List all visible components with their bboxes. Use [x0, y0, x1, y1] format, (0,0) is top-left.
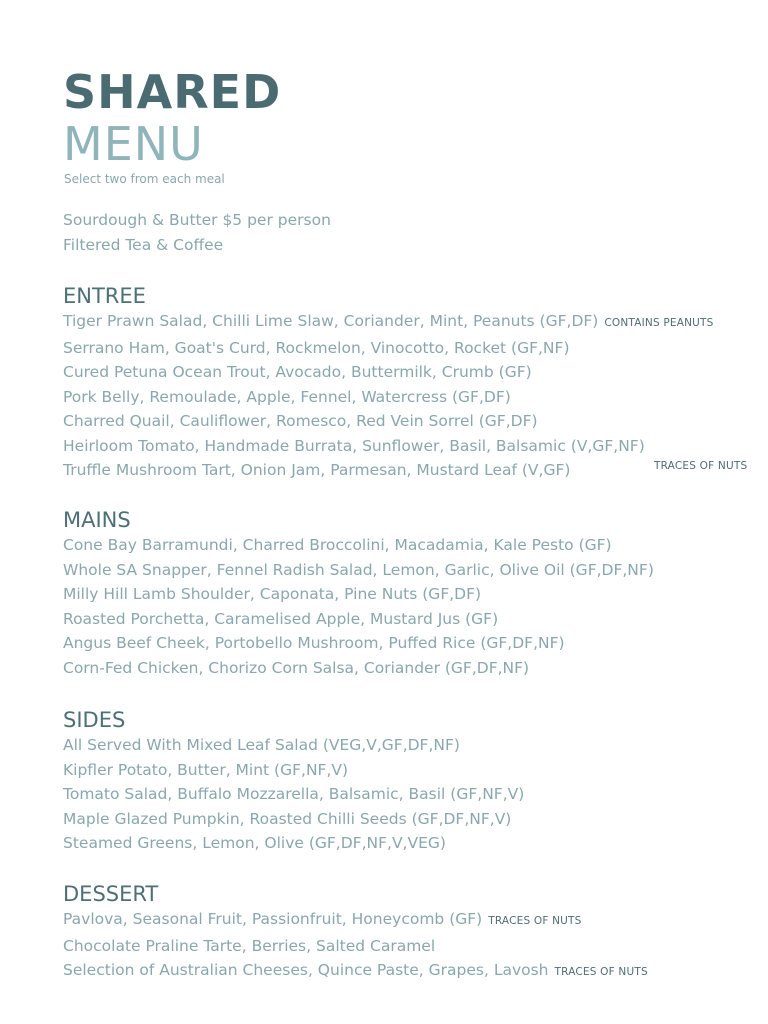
menu-item-text: Angus Beef Cheek, Portobello Mushroom, Puffed Rice (GF,DF,NF) — [63, 634, 565, 652]
menu-item-text: Corn-Fed Chicken, Chorizo Corn Salsa, Coriander (GF,DF,NF) — [63, 658, 530, 677]
menu-item-text: Kipfler Potato, Butter, Mint (GF,NF,V) — [63, 760, 349, 779]
menu-item — [63, 758, 524, 783]
section-heading: ENTREE — [63, 284, 146, 308]
menu-item — [63, 907, 648, 934]
menu-item-text: Steamed Greens, Lemon, Olive (GF,DF,NF,V,VEG) — [63, 834, 446, 852]
section-mains — [63, 507, 654, 680]
menu-list — [63, 733, 524, 856]
menu-item — [63, 807, 524, 832]
section-dessert — [63, 881, 648, 985]
menu-item — [63, 385, 714, 410]
menu-item — [63, 782, 524, 807]
menu-item-text: Tomato Salad, Buffalo Mozzarella, Balsamic, Basil (GF,NF,V) — [63, 785, 525, 803]
menu-item-text: Truffle Mushroom Tart, Onion Jam, Parmesan, Mustard Leaf (V,GF) — [63, 461, 571, 479]
menu-item — [63, 958, 648, 985]
menu-item-text: Pavlova, Seasonal Fruit, Passionfruit, Honeycomb (GF) — [63, 910, 483, 928]
section-heading: DESSERT — [63, 882, 159, 906]
subtitle: Select two from each meal — [64, 172, 225, 186]
menu-item — [63, 656, 654, 681]
section-entree — [63, 283, 748, 483]
menu-item-text: Whole SA Snapper, Fennel Radish Salad, Lemon, Garlic, Olive Oil (GF,DF,NF) — [63, 560, 654, 579]
menu-item — [63, 831, 524, 856]
menu-item — [63, 409, 714, 434]
menu-item — [63, 582, 654, 607]
title-shared: SHARED — [63, 65, 282, 119]
allergen-note: TRACES OF NUTS — [654, 460, 748, 472]
menu-item — [63, 733, 524, 758]
menu-item-text: Roasted Porchetta, Caramelised Apple, Mustard Jus (GF) — [63, 609, 499, 628]
menu-item-text: Chocolate Praline Tarte, Berries, Salted Caramel — [63, 936, 436, 955]
intro-block — [63, 208, 331, 257]
menu-list — [63, 309, 748, 483]
menu-item — [63, 934, 648, 959]
menu-item-text: Cured Petuna Ocean Trout, Avocado, Buttermilk, Crumb (GF) — [63, 363, 532, 381]
menu-item-text: Selection of Australian Cheeses, Quince Paste, Grapes, Lavosh — [63, 961, 549, 979]
menu-item-text: Maple Glazed Pumpkin, Roasted Chilli Seeds (GF,DF,NF,V) — [63, 809, 512, 828]
menu-item-text: Milly Hill Lamb Shoulder, Caponata, Pine Nuts (GF,DF) — [63, 585, 482, 603]
section-heading: SIDES — [63, 708, 126, 732]
menu-item — [63, 360, 714, 385]
menu-item-text: All Served With Mixed Leaf Salad (VEG,V,GF,DF,NF) — [63, 736, 460, 754]
menu-item-text: Charred Quail, Cauliflower, Romesco, Red Vein Sorrel (GF,DF) — [63, 412, 538, 430]
menu-list — [63, 907, 648, 985]
allergen-note: TRACES OF NUTS — [554, 966, 648, 978]
section-sides — [63, 707, 524, 856]
menu-item-text: Heirloom Tomato, Handmade Burrata, Sunflower, Basil, Balsamic (V,GF,NF) — [63, 436, 645, 455]
menu-item-text: Serrano Ham, Goat's Curd, Rockmelon, Vinocotto, Rocket (GF,NF) — [63, 338, 570, 357]
section-heading: MAINS — [63, 508, 131, 532]
menu-item-text: Pork Belly, Remoulade, Apple, Fennel, Watercress (GF,DF) — [63, 387, 511, 406]
menu-item — [63, 558, 654, 583]
intro-line: Filtered Tea & Coffee — [63, 235, 224, 254]
menu-item — [63, 336, 714, 361]
title-menu: MENU — [63, 117, 204, 171]
menu-item — [63, 631, 654, 656]
intro-line: Sourdough & Butter $5 per person — [63, 211, 331, 229]
menu-item — [63, 309, 714, 336]
menu-list — [63, 533, 654, 680]
menu-item — [63, 607, 654, 632]
menu-item — [63, 533, 654, 558]
menu-item — [63, 458, 748, 483]
menu-item-text: Cone Bay Barramundi, Charred Broccolini, Macadamia, Kale Pesto (GF) — [63, 536, 612, 554]
allergen-note: CONTAINS PEANUTS — [604, 317, 714, 329]
menu-item-text: Tiger Prawn Salad, Chilli Lime Slaw, Coriander, Mint, Peanuts (GF,DF) — [63, 312, 599, 330]
menu-item — [63, 434, 714, 459]
allergen-note: TRACES OF NUTS — [488, 915, 582, 927]
